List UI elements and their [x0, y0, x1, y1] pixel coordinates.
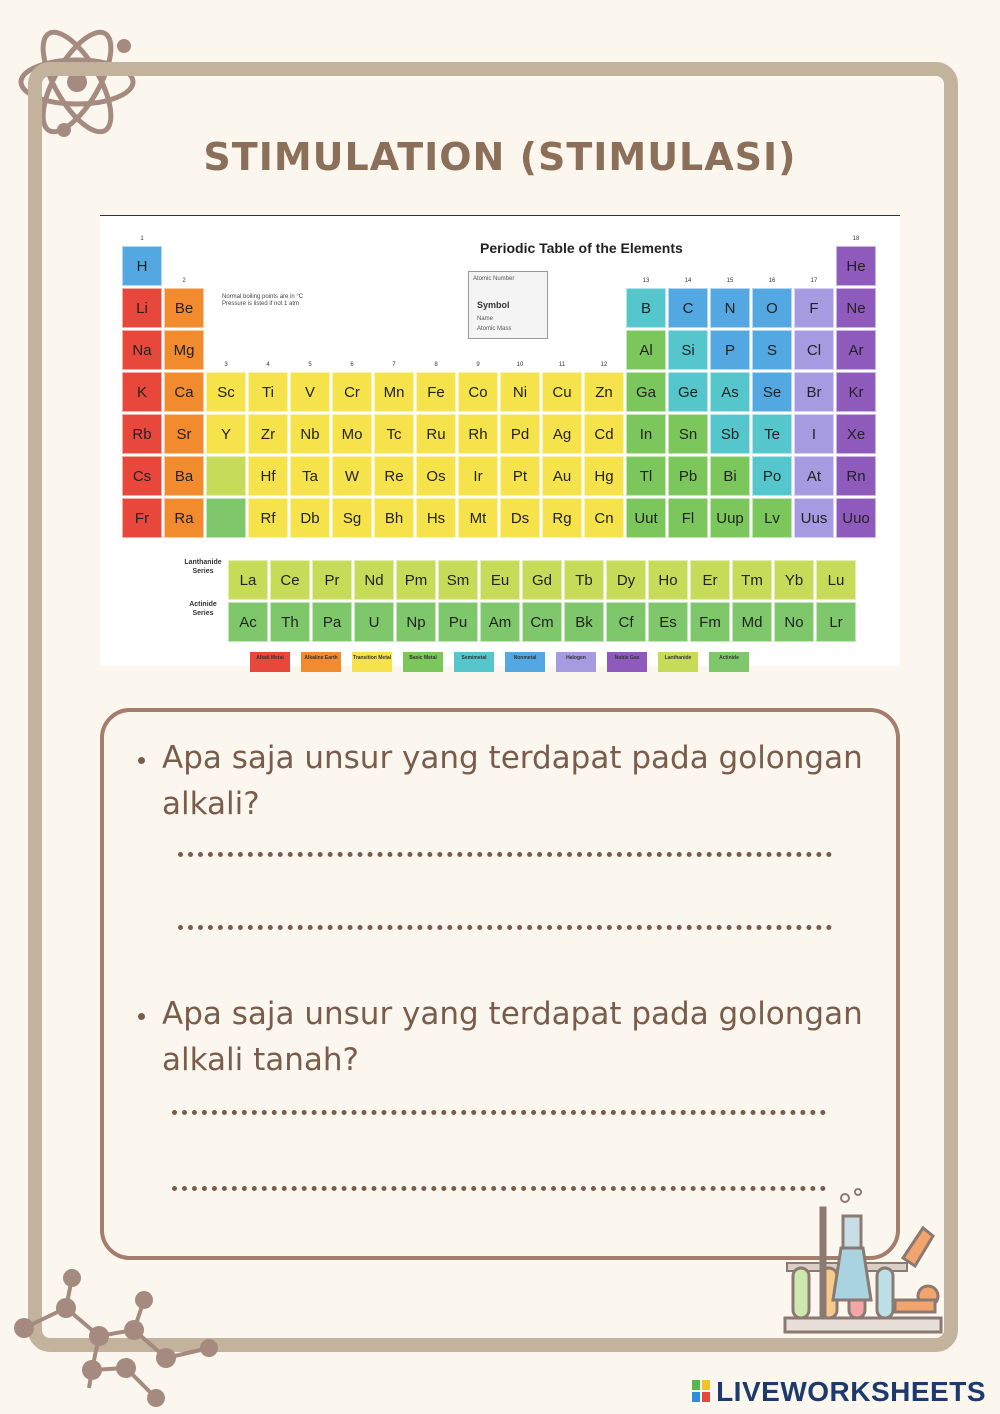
actinide-cell: Th: [270, 602, 310, 642]
element-cell: Lv: [752, 498, 792, 538]
element-cell: Cl: [794, 330, 834, 370]
element-cell: S: [752, 330, 792, 370]
element-cell: Ni: [500, 372, 540, 412]
group-number: 18: [852, 236, 860, 242]
element-cell: Xe: [836, 414, 876, 454]
lanthanide-cell: Pm: [396, 560, 436, 600]
element-cell: Au: [542, 456, 582, 496]
legend-item: Basic Metal: [403, 652, 443, 672]
element-cell: B: [626, 288, 666, 328]
element-cell: Mo: [332, 414, 372, 454]
element-cell: Ar: [836, 330, 876, 370]
element-cell: Ru: [416, 414, 456, 454]
actinide-cell: Cm: [522, 602, 562, 642]
element-cell: At: [794, 456, 834, 496]
element-cell: P: [710, 330, 750, 370]
actinide-cell: Es: [648, 602, 688, 642]
element-cell: N: [710, 288, 750, 328]
element-cell: Cs: [122, 456, 162, 496]
actinide-cell: Ac: [228, 602, 268, 642]
element-cell: Y: [206, 414, 246, 454]
element-cell: [206, 456, 246, 496]
lanthanide-cell: Nd: [354, 560, 394, 600]
element-cell: Sr: [164, 414, 204, 454]
element-cell: Se: [752, 372, 792, 412]
legend-item: Actinide: [709, 652, 749, 672]
periodic-table-title: Periodic Table of the Elements: [480, 240, 683, 256]
element-cell: He: [836, 246, 876, 286]
element-cell: W: [332, 456, 372, 496]
actinide-cell: Cf: [606, 602, 646, 642]
element-cell: Cu: [542, 372, 582, 412]
element-cell: Rg: [542, 498, 582, 538]
element-cell: Na: [122, 330, 162, 370]
group-number: 4: [266, 362, 270, 368]
element-cell: Te: [752, 414, 792, 454]
element-cell: Al: [626, 330, 666, 370]
actinide-cell: Md: [732, 602, 772, 642]
actinide-cell: Fm: [690, 602, 730, 642]
legend-item: Noble Gas: [607, 652, 647, 672]
element-cell: Pt: [500, 456, 540, 496]
element-cell: [206, 498, 246, 538]
element-cell: V: [290, 372, 330, 412]
element-cell: Uup: [710, 498, 750, 538]
element-cell: Pd: [500, 414, 540, 454]
molecule-icon: [4, 1268, 219, 1414]
element-cell: Cn: [584, 498, 624, 538]
element-cell: Co: [458, 372, 498, 412]
bullet-icon: [138, 757, 145, 764]
element-cell: Rh: [458, 414, 498, 454]
element-cell: F: [794, 288, 834, 328]
legend-item: Semimetal: [454, 652, 494, 672]
element-cell: Cr: [332, 372, 372, 412]
question-1: Apa saja unsur yang terdapat pada golongan alkali?: [162, 740, 863, 822]
group-number: 13: [642, 278, 650, 284]
element-cell: Tl: [626, 456, 666, 496]
lanthanide-cell: Tb: [564, 560, 604, 600]
element-cell: Mg: [164, 330, 204, 370]
element-cell: Zn: [584, 372, 624, 412]
lanthanide-cell: Sm: [438, 560, 478, 600]
element-cell: Sg: [332, 498, 372, 538]
element-cell: Ne: [836, 288, 876, 328]
table-notes: [222, 294, 342, 308]
element-cell: Rn: [836, 456, 876, 496]
group-number: 7: [392, 362, 396, 368]
group-number: 12: [600, 362, 608, 368]
element-cell: Hg: [584, 456, 624, 496]
element-cell: Ca: [164, 372, 204, 412]
element-cell: Zr: [248, 414, 288, 454]
group-number: 6: [350, 362, 354, 368]
element-cell: In: [626, 414, 666, 454]
element-cell: I: [794, 414, 834, 454]
element-cell: Bi: [710, 456, 750, 496]
legend-item: Transition Metal: [352, 652, 392, 672]
element-cell: Rb: [122, 414, 162, 454]
actinide-cell: Pu: [438, 602, 478, 642]
element-cell: Li: [122, 288, 162, 328]
element-cell: Bh: [374, 498, 414, 538]
lanthanide-cell: Gd: [522, 560, 562, 600]
element-cell: Nb: [290, 414, 330, 454]
legend-item: Alkali Metal: [250, 652, 290, 672]
element-cell: Be: [164, 288, 204, 328]
lanthanide-cell: Eu: [480, 560, 520, 600]
lanthanide-cell: Ce: [270, 560, 310, 600]
element-cell: Pb: [668, 456, 708, 496]
answer-line-2a[interactable]: [172, 1110, 826, 1115]
element-cell: Tc: [374, 414, 414, 454]
lanthanide-cell: Dy: [606, 560, 646, 600]
group-number: 2: [182, 278, 186, 284]
element-cell: Fe: [416, 372, 456, 412]
actinide-cell: Np: [396, 602, 436, 642]
key-atomic-mass: Atomic Mass: [477, 326, 512, 332]
element-cell: As: [710, 372, 750, 412]
lanthanide-cell: Lu: [816, 560, 856, 600]
group-number: 1: [140, 236, 144, 242]
element-cell: Ir: [458, 456, 498, 496]
legend-item: Lanthanide: [658, 652, 698, 672]
element-cell: C: [668, 288, 708, 328]
lab-equipment-icon: [783, 1188, 943, 1336]
element-cell: Uuo: [836, 498, 876, 538]
group-number: 16: [768, 278, 776, 284]
lanthanide-cell: Pr: [312, 560, 352, 600]
periodic-table-image: [100, 215, 900, 666]
element-cell: Ra: [164, 498, 204, 538]
group-number: 8: [434, 362, 438, 368]
element-cell: Mn: [374, 372, 414, 412]
footer-brand: LIVEWORKSHEETS: [716, 1376, 986, 1407]
answer-line-1b[interactable]: [178, 925, 832, 930]
legend-item: Halogen: [556, 652, 596, 672]
element-cell: Ge: [668, 372, 708, 412]
actinide-series-label: Actinide Series: [189, 601, 217, 617]
element-cell: Uus: [794, 498, 834, 538]
key-atomic-number: Atomic Number: [473, 276, 515, 282]
group-number: 5: [308, 362, 312, 368]
element-cell: Si: [668, 330, 708, 370]
actinide-cell: No: [774, 602, 814, 642]
group-number: 11: [558, 362, 566, 368]
question-2: Apa saja unsur yang terdapat pada golongan alkali tanah?: [162, 996, 863, 1078]
group-number: 9: [476, 362, 480, 368]
element-cell: Ga: [626, 372, 666, 412]
lanthanide-cell: Ho: [648, 560, 688, 600]
group-number: 3: [224, 362, 228, 368]
element-cell: Sc: [206, 372, 246, 412]
element-cell: O: [752, 288, 792, 328]
answer-line-2b[interactable]: [172, 1186, 826, 1191]
element-cell: Fl: [668, 498, 708, 538]
element-cell: Mt: [458, 498, 498, 538]
actinide-cell: Bk: [564, 602, 604, 642]
element-cell: Ag: [542, 414, 582, 454]
element-cell: Sn: [668, 414, 708, 454]
actinide-cell: U: [354, 602, 394, 642]
group-number: 17: [810, 278, 818, 284]
liveworksheets-logo-icon: [692, 1380, 710, 1402]
element-cell: Cd: [584, 414, 624, 454]
table-note: Pressure is listed if not 1 atm: [222, 301, 300, 307]
lanthanide-series-label: Lanthanide Series: [184, 559, 222, 575]
element-cell: Br: [794, 372, 834, 412]
answer-line-1a[interactable]: [178, 852, 832, 857]
element-cell: Kr: [836, 372, 876, 412]
lanthanide-cell: Tm: [732, 560, 772, 600]
actinide-cell: Pa: [312, 602, 352, 642]
legend-item: Alkaline Earth: [301, 652, 341, 672]
actinide-cell: Lr: [816, 602, 856, 642]
element-cell: Os: [416, 456, 456, 496]
element-cell: Hs: [416, 498, 456, 538]
table-note: Normal boiling points are in °C: [222, 294, 304, 300]
element-cell: Hf: [248, 456, 288, 496]
element-cell: Ta: [290, 456, 330, 496]
lanthanide-cell: Yb: [774, 560, 814, 600]
element-cell: H: [122, 246, 162, 286]
element-cell: Ds: [500, 498, 540, 538]
element-cell: Po: [752, 456, 792, 496]
bullet-icon: [138, 1013, 145, 1020]
group-number: 10: [516, 362, 524, 368]
key-name: Name: [477, 316, 494, 322]
legend-item: Nonmetal: [505, 652, 545, 672]
element-cell: Sb: [710, 414, 750, 454]
group-number: 14: [684, 278, 692, 284]
lanthanide-cell: La: [228, 560, 268, 600]
element-cell: Re: [374, 456, 414, 496]
element-cell: Db: [290, 498, 330, 538]
group-number: 15: [726, 278, 734, 284]
element-cell: Rf: [248, 498, 288, 538]
element-cell: Ti: [248, 372, 288, 412]
element-cell: K: [122, 372, 162, 412]
lanthanide-cell: Er: [690, 560, 730, 600]
key-symbol: Symbol: [477, 300, 510, 310]
page-title: STIMULATION (STIMULASI): [203, 135, 797, 179]
element-cell: Fr: [122, 498, 162, 538]
element-cell: Ba: [164, 456, 204, 496]
actinide-cell: Am: [480, 602, 520, 642]
element-cell: Uut: [626, 498, 666, 538]
element-key-box: [468, 271, 548, 339]
